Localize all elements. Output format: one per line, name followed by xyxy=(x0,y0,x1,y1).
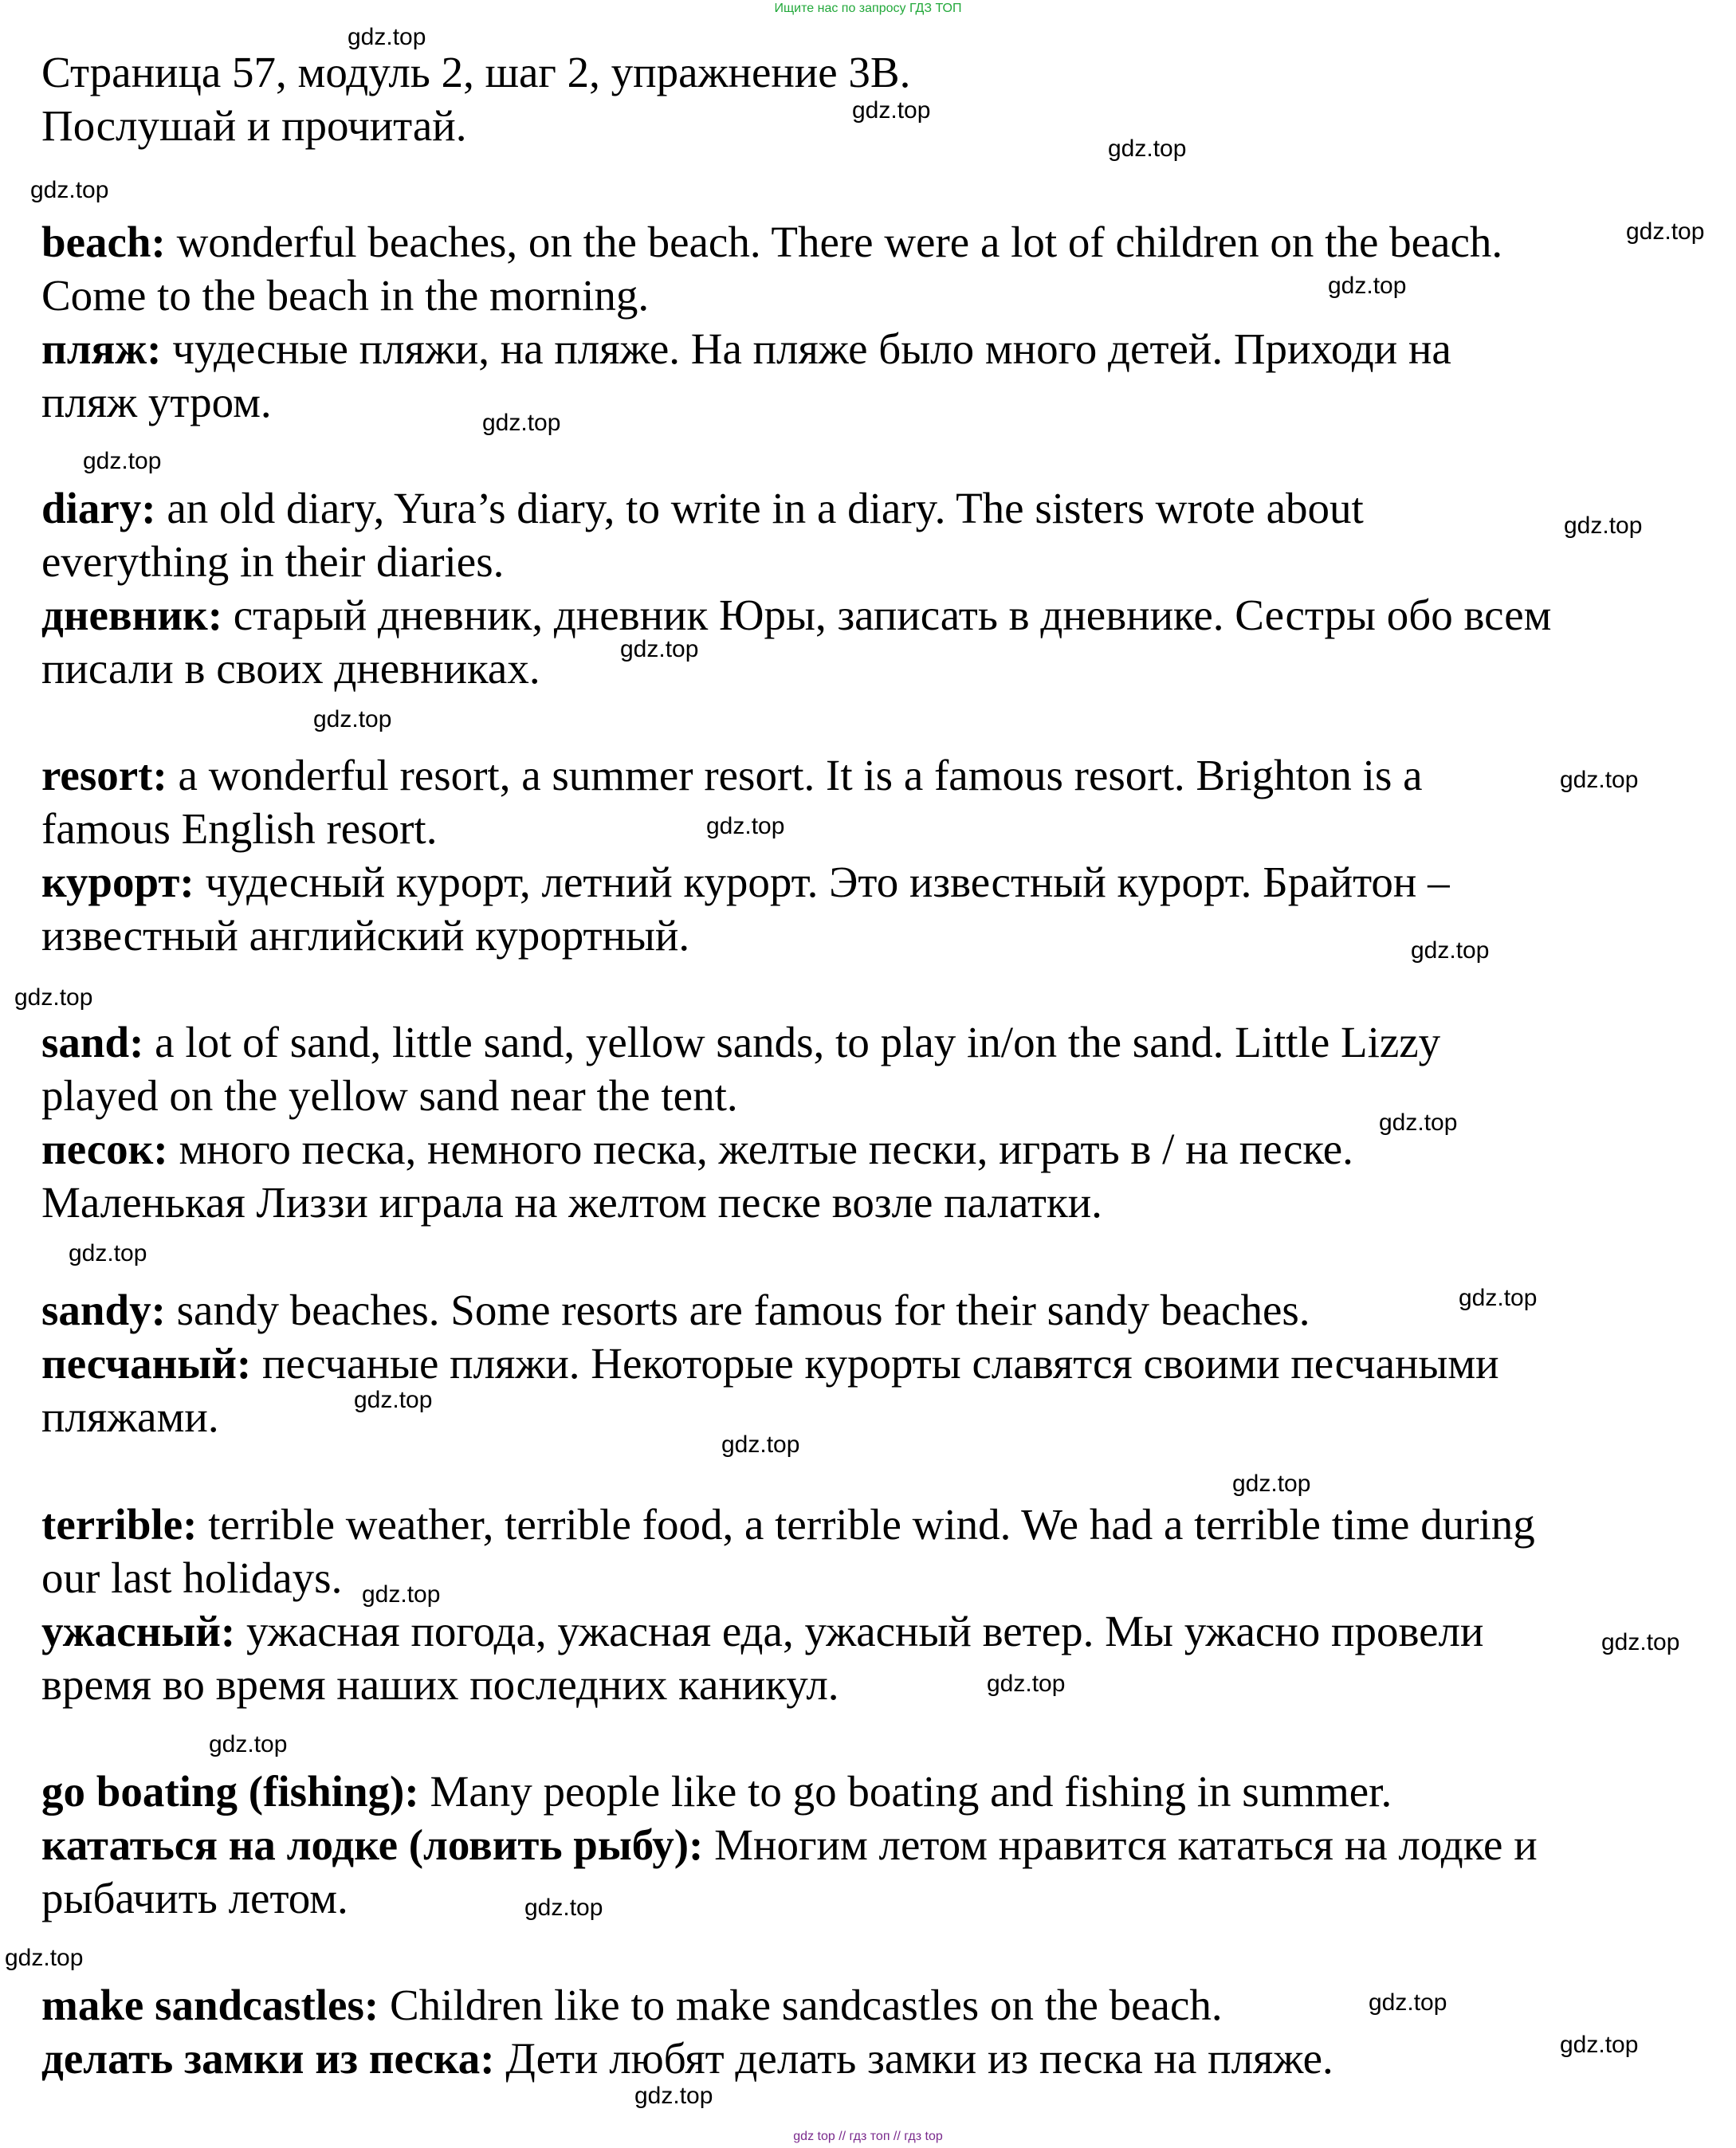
entry-resort-en-line2: famous English resort. xyxy=(41,804,438,853)
watermark: gdz.top xyxy=(14,984,93,1011)
watermark: gdz.top xyxy=(1108,135,1187,162)
watermark: gdz.top xyxy=(1411,937,1490,964)
entry-sandcastles-en-line1 xyxy=(41,1979,1223,2032)
watermark: gdz.top xyxy=(620,636,699,662)
watermark: gdz.top xyxy=(5,1945,84,1971)
watermark: gdz.top xyxy=(354,1387,433,1413)
entry-resort-en-line1 xyxy=(41,749,1423,802)
entry-text: Many people like to go boating and fishing in summer. xyxy=(418,1767,1392,1816)
entry-terrible-en-line1 xyxy=(41,1498,1535,1551)
watermark: gdz.top xyxy=(634,2083,713,2109)
entry-term: ужасный: xyxy=(41,1607,236,1655)
entry-term: make sandcastles: xyxy=(41,1981,379,2029)
entry-term: делать замки из песка: xyxy=(41,2034,495,2083)
entry-text: Children like to make sandcastles on the beach. xyxy=(379,1981,1223,2029)
entry-beach-en-line2: Come to the beach in the morning. xyxy=(41,271,650,320)
watermark: gdz.top xyxy=(852,97,931,124)
watermark: gdz.top xyxy=(524,1895,603,1921)
watermark: gdz.top xyxy=(1459,1285,1538,1311)
entry-term: песчаный: xyxy=(41,1339,252,1388)
entry-boating-en-line1 xyxy=(41,1765,1392,1818)
entry-text: чудесный курорт, летний курорт. Это известный курорт. Брайтон – xyxy=(194,858,1450,906)
entry-beach-ru-line2: пляж утром. xyxy=(41,378,272,426)
entry-text: Дети любят делать замки из песка на пляже. xyxy=(494,2034,1333,2083)
entry-term: sandy: xyxy=(41,1286,166,1334)
entry-text: wonderful beaches, on the beach. There were a lot of children on the beach. xyxy=(165,218,1503,266)
entry-resort-ru-line1 xyxy=(41,856,1450,909)
entry-sand-ru-line1 xyxy=(41,1123,1353,1176)
watermark: gdz.top xyxy=(1369,1989,1447,2016)
watermark: gdz.top xyxy=(1626,218,1705,245)
entry-sandy-en-line1 xyxy=(41,1284,1310,1337)
watermark: gdz.top xyxy=(362,1581,441,1608)
entry-text: чудесные пляжи, на пляже. На пляже было много детей. Приходи на xyxy=(161,324,1451,373)
entry-text: старый дневник, дневник Юры, записать в дневнике. Сестры обо всем xyxy=(222,591,1552,639)
page-subtitle: Послушай и прочитай. xyxy=(41,101,467,150)
top-banner[interactable]: Ищите нас по запросу ГДЗ ТОП xyxy=(774,2,962,15)
entry-text: ужасная погода, ужасная еда, ужасный ветер. Мы ужасно провели xyxy=(235,1607,1484,1655)
entry-term: diary: xyxy=(41,484,156,532)
watermark: gdz.top xyxy=(313,706,392,732)
entry-term: кататься на лодке (ловить рыбу): xyxy=(41,1820,704,1869)
entry-text: an old diary, Yura’s diary, to write in a diary. The sisters wrote about xyxy=(155,484,1364,532)
entry-text: Многим летом нравится кататься на лодке и xyxy=(703,1820,1538,1869)
entry-sand-ru-line2: Маленькая Лиззи играла на желтом песке возле палатки. xyxy=(41,1178,1102,1227)
entry-text: sandy beaches. Some resorts are famous for their sandy beaches. xyxy=(165,1286,1310,1334)
entry-term: песок: xyxy=(41,1125,168,1173)
watermark: gdz.top xyxy=(209,1731,288,1757)
entry-boating-ru-line1 xyxy=(41,1819,1538,1871)
entry-terrible-en-line2: our last holidays. xyxy=(41,1553,343,1602)
entry-beach-en-line1 xyxy=(41,216,1502,269)
entry-term: beach: xyxy=(41,218,166,266)
entry-diary-en-line2: everything in their diaries. xyxy=(41,537,505,586)
entry-terrible-ru-line1 xyxy=(41,1605,1483,1658)
watermark: gdz.top xyxy=(1232,1471,1311,1497)
watermark: gdz.top xyxy=(1560,2032,1639,2058)
entry-diary-en-line1 xyxy=(41,482,1364,535)
watermark: gdz.top xyxy=(1601,1629,1680,1655)
entry-term: курорт: xyxy=(41,858,194,906)
watermark: gdz.top xyxy=(69,1240,147,1266)
watermark: gdz.top xyxy=(721,1431,800,1458)
entry-sand-en-line2: played on the yellow sand near the tent. xyxy=(41,1071,738,1120)
entry-sand-en-line1 xyxy=(41,1016,1440,1069)
entry-text: a lot of sand, little sand, yellow sands, to play in/on the sand. Little Lizzy xyxy=(143,1018,1441,1066)
watermark: gdz.top xyxy=(1379,1109,1458,1136)
entry-term: go boating (fishing): xyxy=(41,1767,419,1816)
entry-sandcastles-ru-line1 xyxy=(41,2032,1333,2085)
entry-term: terrible: xyxy=(41,1500,198,1549)
entry-terrible-ru-line2: время во время наших последних каникул. xyxy=(41,1660,839,1709)
entry-term: дневник: xyxy=(41,591,223,639)
watermark: gdz.top xyxy=(482,410,561,436)
entry-beach-ru-line1 xyxy=(41,323,1451,375)
entry-diary-ru-line2: писали в своих дневниках. xyxy=(41,644,540,693)
entry-text: terrible weather, terrible food, a terrible wind. We had a terrible time during xyxy=(197,1500,1535,1549)
entry-sandy-ru-line2: пляжами. xyxy=(41,1392,219,1441)
entry-text: a wonderful resort, a summer resort. It is a famous resort. Brighton is a xyxy=(167,751,1423,799)
entry-diary-ru-line1 xyxy=(41,589,1551,642)
entry-term: пляж: xyxy=(41,324,162,373)
watermark: gdz.top xyxy=(987,1671,1066,1697)
bottom-banner[interactable]: gdz top // гдз топ // гдз top xyxy=(793,2130,943,2143)
entry-resort-ru-line2: известный английский курортный. xyxy=(41,911,690,960)
entry-boating-ru-line2: рыбачить летом. xyxy=(41,1874,348,1922)
entry-text: много песка, немного песка, желтые пески, играть в / на песке. xyxy=(167,1125,1353,1173)
watermark: gdz.top xyxy=(83,448,162,474)
entry-text: песчаные пляжи. Некоторые курорты славятся своими песчаными xyxy=(251,1339,1499,1388)
watermark: gdz.top xyxy=(1328,273,1407,299)
watermark: gdz.top xyxy=(30,177,109,203)
entry-term: sand: xyxy=(41,1018,144,1066)
entry-term: resort: xyxy=(41,751,167,799)
watermark: gdz.top xyxy=(706,813,785,839)
watermark: gdz.top xyxy=(1560,767,1639,793)
page-title: Страница 57, модуль 2, шаг 2, упражнение 3В. xyxy=(41,48,911,96)
watermark: gdz.top xyxy=(1564,512,1643,539)
watermark: gdz.top xyxy=(348,24,426,50)
entry-sandy-ru-line1 xyxy=(41,1337,1499,1390)
